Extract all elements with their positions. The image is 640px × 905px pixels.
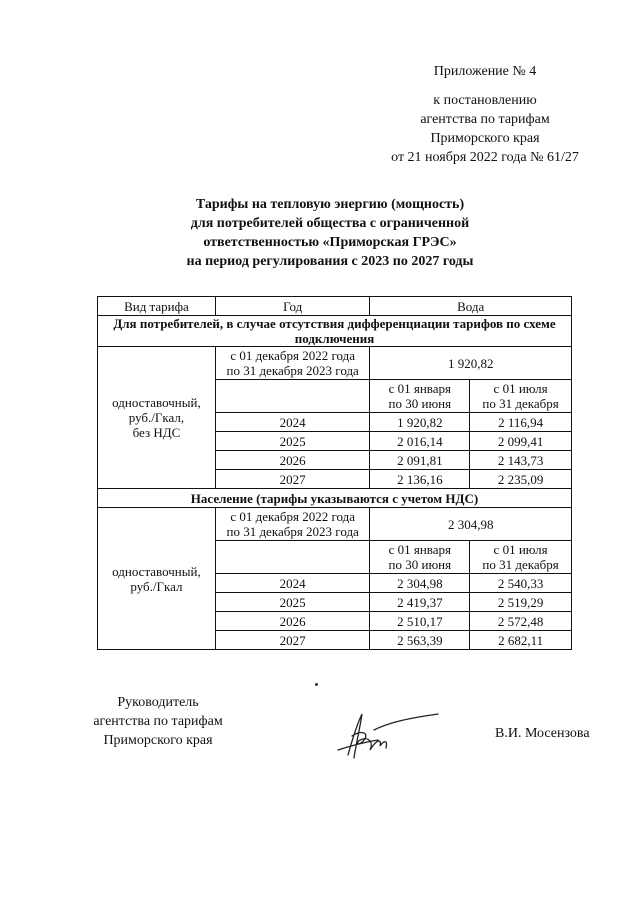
year-cell: 2026 (215, 451, 370, 470)
value-cell: 2 016,14 (370, 432, 470, 451)
title-line: ответственностью «Приморская ГРЭС» (203, 235, 457, 250)
tariff-table (97, 296, 572, 650)
title-line: на период регулирования с 2023 по 2027 годы (186, 254, 474, 269)
appendix-line: к постановлению (433, 93, 537, 108)
range-label-line: с 01 декабря 2022 года (230, 348, 355, 363)
period-line: по 31 декабря (482, 396, 559, 411)
tariff-type-line: руб./Гкал (130, 578, 183, 594)
range-label-line: с 01 декабря 2022 года (230, 509, 355, 524)
appendix-line: от 21 ноября 2022 года № 61/27 (391, 150, 579, 165)
tariff-type-line: одноставочный, (112, 563, 201, 579)
table-row (98, 508, 572, 541)
header-tariff-type: Вид тарифа (98, 297, 216, 316)
appendix-title: Приложение № 4 (433, 64, 537, 79)
tariff-type-line: одноставочный, (112, 395, 201, 410)
value-cell: 2 510,17 (370, 612, 470, 631)
handwritten-signature (330, 700, 450, 770)
signer-line: Приморского края (103, 733, 213, 748)
period-line: с 01 июля (493, 542, 548, 557)
period1-cell (370, 380, 470, 413)
signer-line: Руководитель (117, 695, 199, 710)
empty-cell (215, 380, 370, 413)
table-row (98, 347, 572, 380)
section-title: Для потребителей, в случае отсутствия дифференциации тарифов по схеме подключения (98, 316, 572, 347)
range-label-line: по 31 декабря 2023 года (226, 524, 359, 539)
range-value-cell: 2 304,98 (370, 508, 572, 541)
appendix-block (360, 62, 610, 167)
period2-cell (470, 541, 572, 574)
year-cell: 2027 (215, 470, 370, 489)
appendix-line: агентства по тарифам (420, 112, 550, 127)
header-water: Вода (370, 297, 572, 316)
signer-line: агентства по тарифам (93, 714, 223, 729)
section-title: Население (тарифы указываются с учетом НДС) (98, 489, 572, 508)
appendix-line: Приморского края (430, 131, 540, 146)
year-cell: 2025 (215, 432, 370, 451)
value-cell: 1 920,82 (370, 413, 470, 432)
table-header-row (98, 297, 572, 316)
empty-cell (215, 541, 370, 574)
value-cell: 2 099,41 (470, 432, 572, 451)
header-year: Год (215, 297, 370, 316)
year-cell: 2024 (215, 413, 370, 432)
value-cell: 2 572,48 (470, 612, 572, 631)
document-title (140, 195, 520, 271)
tariff-type-line: руб./Гкал, (128, 410, 185, 425)
value-cell: 2 563,39 (370, 631, 470, 650)
value-cell: 2 235,09 (470, 470, 572, 489)
period-line: с 01 января (388, 381, 452, 396)
range-label-cell (215, 347, 370, 380)
value-cell: 2 519,29 (470, 593, 572, 612)
value-cell: 2 304,98 (370, 574, 470, 593)
title-line: Тарифы на тепловую энергию (мощность) (195, 197, 465, 212)
value-cell: 2 116,94 (470, 413, 572, 432)
value-cell: 2 419,37 (370, 593, 470, 612)
value-cell: 2 136,16 (370, 470, 470, 489)
stray-dot (315, 683, 318, 686)
tariff-type-cell (98, 508, 216, 650)
value-cell: 2 143,73 (470, 451, 572, 470)
period-line: по 30 июня (388, 557, 452, 572)
range-label-cell (215, 508, 370, 541)
value-cell: 2 682,11 (470, 631, 572, 650)
section-row (98, 489, 572, 508)
section-row (98, 316, 572, 347)
period-line: по 30 июня (388, 396, 452, 411)
period2-cell (470, 380, 572, 413)
tariff-type-line: без НДС (132, 425, 181, 440)
tariff-type-cell (98, 347, 216, 489)
value-cell: 2 091,81 (370, 451, 470, 470)
period-line: с 01 июля (493, 381, 548, 396)
period-line: с 01 января (388, 542, 452, 557)
year-cell: 2024 (215, 574, 370, 593)
signer-position (78, 693, 238, 750)
period-line: по 31 декабря (482, 557, 559, 572)
period1-cell (370, 541, 470, 574)
range-value-cell: 1 920,82 (370, 347, 572, 380)
title-line: для потребителей общества с ограниченной (190, 216, 470, 231)
value-cell: 2 540,33 (470, 574, 572, 593)
year-cell: 2026 (215, 612, 370, 631)
range-label-line: по 31 декабря 2023 года (226, 363, 359, 378)
year-cell: 2027 (215, 631, 370, 650)
signer-name: В.И. Мосензова (495, 726, 590, 741)
year-cell: 2025 (215, 593, 370, 612)
